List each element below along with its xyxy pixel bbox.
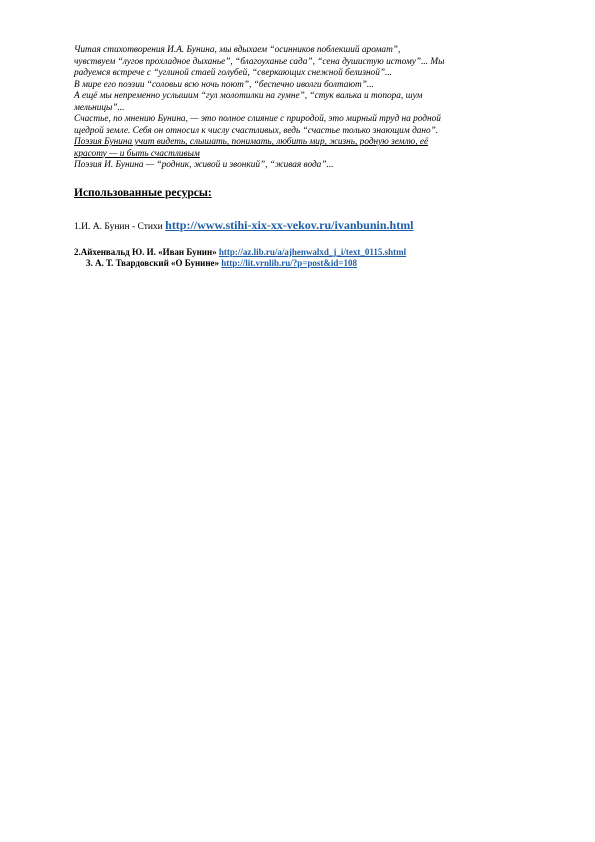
text-line: радуемся встрече с “углиной стаей голубей, “сверкающих снежной белизной”... xyxy=(74,68,392,78)
resources-heading: Использованные ресурсы: xyxy=(74,186,212,199)
resource-item-1 xyxy=(74,218,534,234)
resource-label: 2.Айхенвальд Ю. И. «Иван Бунин» xyxy=(74,246,219,257)
text-line: щедрой земле. Себя он относил к числу счастливых, ведь “счастье только знающим дано”. xyxy=(74,125,439,136)
poetry-text-block xyxy=(74,45,534,172)
text-line: чувствуем “лугов прохладное дыханье”, “благоуханье сада”, “сена душистую истому”... Мы xyxy=(74,56,445,67)
document-content xyxy=(74,45,534,269)
text-line: Поэзия И. Бунина — “родник, живой и звонкий”, “живая вода”... xyxy=(74,160,334,170)
text-line: Читая стихотворения И.А. Бунина, мы вдыхаем “осинников поблекший аромат”, xyxy=(74,45,401,55)
resource-link[interactable]: http://www.stihi-xix-xx-vekov.ru/ivanbunin.html xyxy=(165,217,414,232)
text-line: В мире его поэзии “соловьи всю ночь поют”, “беспечно иволги болтают”... xyxy=(74,79,374,90)
resource-link[interactable]: http://lit.vrnlib.ru/?p=post&id=108 xyxy=(221,257,358,268)
text-line: А ещё мы непременно услышим “гул молотилки на гумне”, “стук валька и топора, шум xyxy=(74,91,423,101)
resource-item-3 xyxy=(74,258,534,269)
resource-label: 1.И. А. Бунин - Стихи xyxy=(74,221,166,232)
text-line-underlined: красоту — и быть счастливым xyxy=(74,148,200,159)
resource-item-2 xyxy=(74,247,534,258)
resource-link[interactable]: http://az.lib.ru/a/ajhenwalxd_j_i/text_0115.shtml xyxy=(218,246,407,257)
text-line: мельницы”... xyxy=(74,102,125,113)
text-line: Счастье, по мнению Бунина, — это полное слияние с природой, это мирный труд на родной xyxy=(74,114,441,124)
text-line-underlined: Поэзия Бунина учит видеть, слышать, понимать, любить мир, жизнь, родную землю, её xyxy=(74,137,429,147)
resource-label: 3. А. Т. Твардовский «О Бунине» xyxy=(86,257,222,268)
